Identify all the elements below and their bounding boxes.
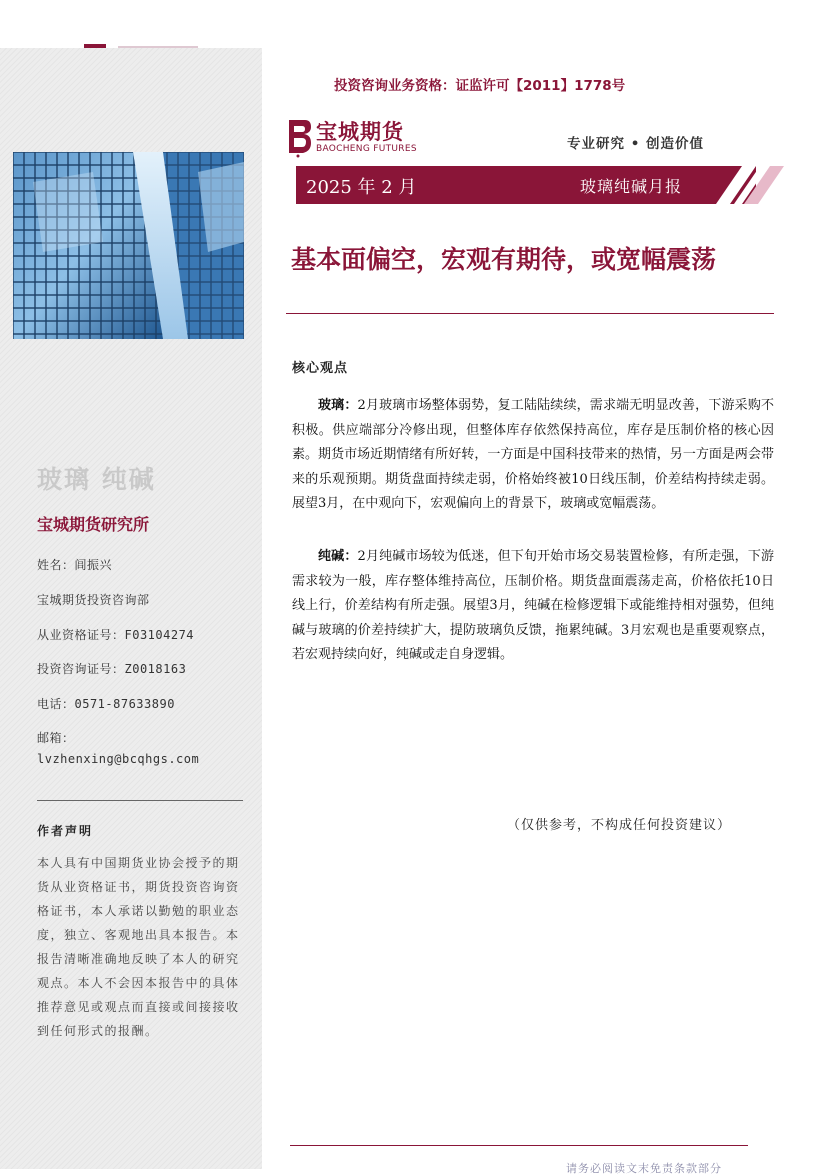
top-accent-line <box>118 46 198 48</box>
footer-note: 请务必阅读文末免责条款部分 <box>566 1162 722 1175</box>
top-accent-mark <box>84 44 106 48</box>
logo-english: BAOCHENG FUTURES <box>316 144 417 154</box>
disclaimer: （仅供参考，不构成任何投资建议） <box>507 818 732 833</box>
building-photo <box>13 152 244 339</box>
author-phone: 电话：0571-87633890 <box>37 697 175 711</box>
declaration-text: 本人具有中国期货业协会授予的期货从业资格证书，期货投资咨询资格证书，本人承诺以勤勉的职业态度，独立、客观地出具本报告。本报告清晰准确地反映了本人的研究观点。本人不会因本报告中的具体推荐意见或观点而直接或间接接收到任何形式的报酬。 <box>37 856 240 1038</box>
soda-lead: 纯碱： <box>318 549 358 564</box>
logo-chinese: 宝城期货 <box>316 120 404 144</box>
glass-lead: 玻璃： <box>318 398 358 413</box>
soda-text: 2月纯碱市场较为低迷，但下旬开始市场交易装置检修，有所走强，下游需求较为一般，库存整体维持高位，压制价格。期货盘面震荡走高，价格依托10日线上行，价差结构有所走强。展望3月，纯碱在检修逻辑下或能维持相对强势，但纯碱与玻璃的价差持续扩大，提防玻璃负反馈，拖累纯碱。3月宏观也是重要观察点，若宏观持续向好，纯碱或走自身逻辑。 <box>292 549 774 662</box>
author-email-label: 邮箱： <box>37 731 75 745</box>
glass-paragraph <box>292 394 774 517</box>
core-views-title: 核心观点 <box>292 361 349 376</box>
soda-paragraph <box>292 545 774 668</box>
qualification-line: 投资咨询业务资格：证监许可【2011】1778号 <box>334 78 626 94</box>
sidebar-category: 玻璃 纯碱 <box>37 465 156 494</box>
logo-mark-icon <box>285 118 313 158</box>
author-name: 姓名：闾振兴 <box>37 558 113 572</box>
report-headline: 基本面偏空，宏观有期待，或宽幅震荡 <box>291 245 717 274</box>
declaration-title: 作者声明 <box>37 824 94 838</box>
slogan: 专业研究 • 创造价值 <box>567 136 705 152</box>
author-department: 宝城期货投资咨询部 <box>37 593 150 607</box>
footer-divider <box>290 1145 748 1146</box>
author-license: 从业资格证号：F03104274 <box>37 628 195 642</box>
sidebar-institute: 宝城期货研究所 <box>37 515 150 534</box>
banner-report-name: 玻璃纯碱月报 <box>580 177 683 196</box>
headline-divider <box>286 313 774 314</box>
company-logo <box>285 116 425 160</box>
glass-text: 2月玻璃市场整体弱势，复工陆陆续续，需求端无明显改善，下游采购不积极。供应端部分冷修出现，但整体库存依然保持高位，库存是压制价格的核心因素。期货市场近期情绪有所好转，一方面是中国科技带来的热情，另一方面是两会带来的乐观预期。期货盘面持续走弱，价格始终被10日线压制，价差结构持续走弱。展望3月，在中观向下，宏观偏向上的背景下，玻璃或宽幅震荡。 <box>292 398 774 511</box>
author-consult-license: 投资咨询证号：Z0018163 <box>37 662 187 676</box>
sidebar-divider <box>37 800 243 801</box>
author-email[interactable]: lvzhenxing@bcqhgs.com <box>37 752 200 766</box>
banner-date: 2025 年 2 月 <box>306 177 417 198</box>
banner-stripes-icon <box>712 166 784 204</box>
